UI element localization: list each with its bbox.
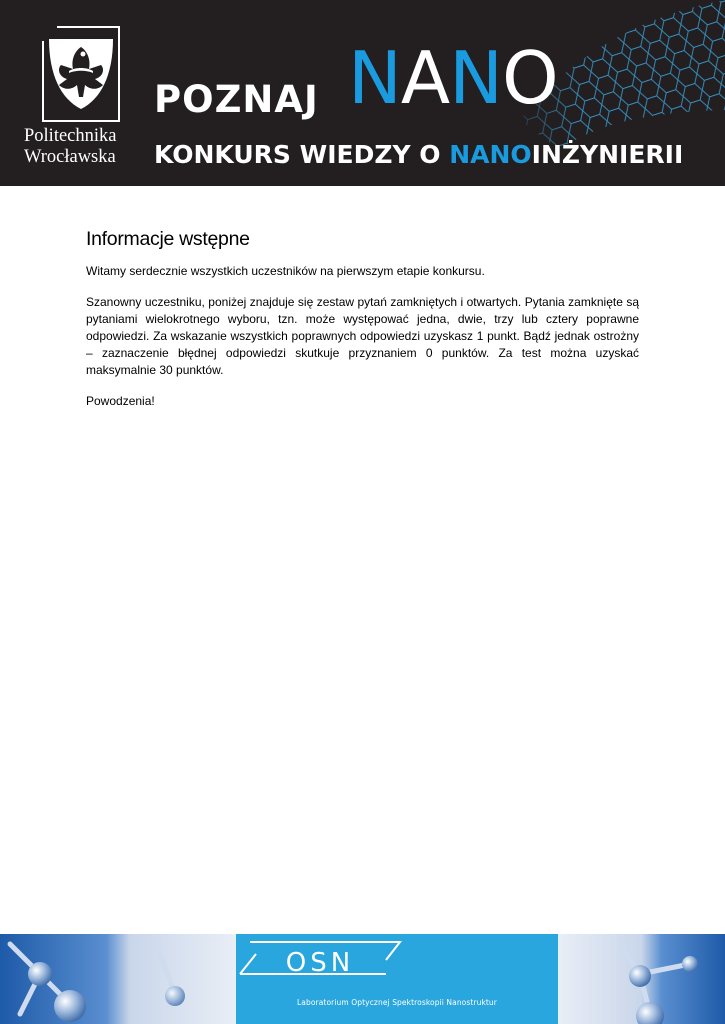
nano-letter-a: A: [400, 36, 450, 120]
university-name-line2: Wrocławska: [24, 147, 116, 167]
brand-word-poznaj: POZNAJ: [154, 78, 319, 121]
brand-word-nano: [348, 38, 558, 118]
eagle-crest-icon: [41, 25, 121, 123]
brand-subtitle: [154, 140, 683, 169]
paragraph-rules: Szanowny uczestniku, poniżej znajduje się zestaw pytań zamkniętych i otwartych. Pytania zamknięte są pytaniami wielokrotnego wyboru, tzn. może występować jedna, dwie, trzy lub cztery poprawne odpowiedzi. Za wskazanie wszystkich poprawnych odpowiedzi uzyskasz 1 punkt. Bądź jednak ostrożny – zaznaczenie błędnej odpowiedzi skutkuje przyznaniem 0 punktów. Za test można uzyskać maksymalnie 30 punktów.: [86, 295, 639, 377]
subtitle-part3: INŻYNIERII: [531, 140, 684, 169]
footer-banner: [0, 934, 725, 1024]
lab-caption: Laboratorium Optycznej Spektroskopii Nanostruktur: [297, 998, 497, 1007]
nano-letter-n1: N: [348, 36, 401, 120]
subtitle-part1: KONKURS WIEDZY O: [154, 140, 450, 169]
nano-letter-o: O: [501, 36, 558, 120]
header-banner: [0, 0, 725, 186]
paragraph-good-luck: Powodzenia!: [86, 394, 155, 408]
paragraph-welcome: Witamy serdecznie wszystkich uczestników na pierwszym etapie konkursu.: [86, 264, 485, 278]
osn-panel: [236, 934, 558, 1024]
main-content: [86, 228, 639, 424]
university-name-line1: Politechnika: [24, 126, 117, 146]
subtitle-part2: NANO: [449, 140, 532, 169]
osn-logo-text: OSN: [285, 948, 355, 978]
university-logo: [24, 22, 134, 172]
page-title: Informacje wstępne: [86, 228, 250, 250]
nano-letter-n2: N: [449, 36, 502, 120]
osn-logo-icon: [236, 934, 410, 980]
